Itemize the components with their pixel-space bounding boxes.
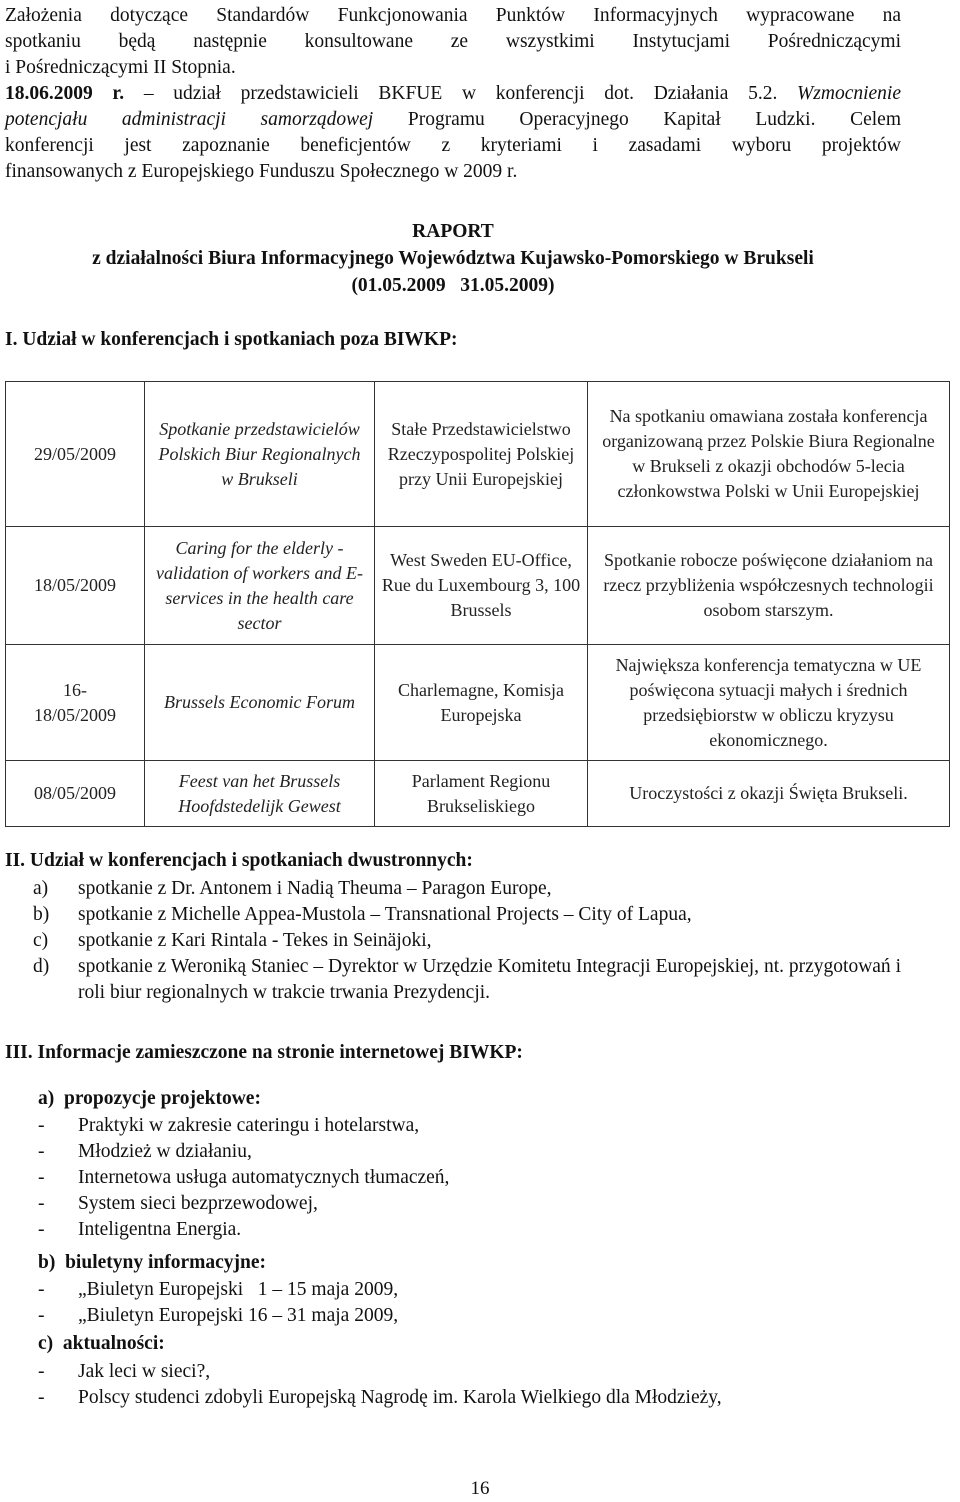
meeting-title: Caring for the elderly - validation of workers and E-services in the health care sector: [145, 527, 375, 645]
meeting-date: 18/05/2009: [6, 527, 145, 645]
report-subtitle: z działalności Biura Informacyjnego Województwa Kujawsko-Pomorskiego w Brukseli: [92, 248, 814, 269]
list-item: [33, 954, 901, 1006]
intro-text: Programu Operacyjnego Kapitał Ludzki. Celem: [373, 109, 901, 130]
subsection-a-heading: a) propozycje projektowe:: [38, 1088, 261, 1109]
list-text: „Biuletyn Europejski 1 – 15 maja 2009,: [78, 1279, 399, 1300]
report-title: RAPORT: [412, 221, 494, 242]
bullet: -: [38, 1115, 45, 1136]
intro-italic: potencjału administracji samorządowej: [5, 109, 374, 130]
list-item: [38, 1165, 898, 1191]
bullet: -: [38, 1361, 45, 1382]
bullet: -: [38, 1141, 45, 1162]
list-item: [38, 1385, 898, 1411]
list-item: [38, 1359, 898, 1385]
intro-line: [5, 107, 901, 133]
intro-text: – udział przedstawicieli BKFUE w konferencji dot. Działania 5.2.: [124, 83, 798, 104]
meeting-date: 08/05/2009: [6, 761, 145, 827]
page-number: 16: [470, 1478, 490, 1499]
meeting-date: 29/05/2009: [6, 382, 145, 527]
list-text: Praktyki w zakresie cateringu i hotelarstwa,: [78, 1115, 420, 1136]
section-2-heading: II. Udział w konferencjach i spotkaniach dwustronnych:: [5, 850, 473, 871]
subsection-b-heading: b) biuletyny informacyjne:: [38, 1252, 267, 1273]
meeting-title: Feest van het Brussels Hoofdstedelijk Gewest: [145, 761, 375, 827]
subsection-c-heading: c) aktualności:: [38, 1333, 165, 1354]
table-row: [6, 527, 950, 645]
list-text: Młodzież w działaniu,: [78, 1141, 252, 1162]
table-row: [6, 382, 950, 527]
list-label: c): [33, 930, 49, 951]
list-text: spotkanie z Kari Rintala - Tekes in Seinäjoki,: [78, 930, 432, 951]
list-item: [38, 1303, 898, 1329]
meeting-description: Największa konferencja tematyczna w UE poświęcona sytuacji małych i średnich przedsiębiorstw w obliczu kryzysu ekonomicznego.: [588, 645, 950, 761]
intro-line: Założenia dotyczące Standardów Funkcjonowania Punktów Informacyjnych wypracowane na: [5, 5, 901, 26]
intro-line: konferencji jest zapoznanie beneficjentów z kryteriami i zasadami wyboru projektów: [5, 135, 901, 156]
bullet: -: [38, 1279, 45, 1300]
meeting-title: Brussels Economic Forum: [145, 645, 375, 761]
section-1-heading: I. Udział w konferencjach i spotkaniach poza BIWKP:: [5, 329, 458, 350]
report-header: [5, 218, 901, 299]
meeting-description: Spotkanie robocze poświęcone działaniom na rzecz przybliżenia współczesnych technologii osobom starszym.: [588, 527, 950, 645]
report-period: (01.05.2009 31.05.2009): [351, 275, 555, 296]
section-3-heading: III. Informacje zamieszczone na stronie internetowej BIWKP:: [5, 1042, 523, 1063]
list-label: b): [33, 904, 50, 925]
subsection-c-list: [38, 1359, 898, 1411]
list-label: a): [33, 878, 49, 899]
list-item: [33, 876, 901, 902]
list-label: d): [33, 956, 50, 977]
intro-paragraph: [5, 3, 901, 185]
list-item: [33, 928, 901, 954]
list-item: [38, 1191, 898, 1217]
intro-line: i Pośredniczącymi II Stopnia.: [5, 57, 236, 78]
bullet: -: [38, 1193, 45, 1214]
subsection-a-list: [38, 1113, 898, 1243]
meetings-table: [5, 381, 950, 827]
subsection-b-list: [38, 1277, 898, 1329]
bullet: -: [38, 1305, 45, 1326]
list-text: spotkanie z Michelle Appea-Mustola – Transnational Projects – City of Lapua,: [78, 904, 692, 925]
intro-line: finansowanych z Europejskiego Funduszu Społecznego w 2009 r.: [5, 161, 518, 182]
list-item: [38, 1113, 898, 1139]
list-item: [38, 1139, 898, 1165]
meeting-description: Uroczystości z okazji Święta Brukseli.: [588, 761, 950, 827]
intro-line: spotkaniu będą następnie konsultowane ze wszystkimi Instytucjami Pośredniczącymi: [5, 31, 901, 52]
meeting-place: Charlemagne, Komisja Europejska: [375, 645, 588, 761]
list-item: [33, 902, 901, 928]
intro-italic: Wzmocnienie: [797, 83, 901, 104]
list-item: [38, 1277, 898, 1303]
bullet: -: [38, 1167, 45, 1188]
list-text: spotkanie z Weroniką Staniec – Dyrektor w Urzędzie Komitetu Integracji Europejskiej, nt. przygotowań i roli biur regionalnych w trakcie trwania Prezydencji.: [78, 956, 901, 1003]
bullet: -: [38, 1387, 45, 1408]
list-text: System sieci bezprzewodowej,: [78, 1193, 318, 1214]
list-item: [38, 1217, 898, 1243]
list-text: „Biuletyn Europejski 16 – 31 maja 2009,: [78, 1305, 399, 1326]
meeting-place: West Sweden EU-Office, Rue du Luxembourg 3, 100 Brussels: [375, 527, 588, 645]
meeting-place: Parlament Regionu Brukseliskiego: [375, 761, 588, 827]
meeting-description: Na spotkaniu omawiana została konferencja organizowaną przez Polskie Biura Regionalne w Brukseli z okazji obchodów 5-lecia członkowstwa Polski w Unii Europejskiej: [588, 382, 950, 527]
event-date: 18.06.2009 r.: [5, 83, 125, 104]
meeting-date: 16- 18/05/2009: [6, 645, 145, 761]
section-2-list: [33, 876, 901, 1006]
list-text: Jak leci w sieci?,: [78, 1361, 211, 1382]
list-text: spotkanie z Dr. Antonem i Nadią Theuma – Paragon Europe,: [78, 878, 552, 899]
meeting-place: Stałe Przedstawicielstwo Rzeczypospolitej Polskiej przy Unii Europejskiej: [375, 382, 588, 527]
table-row: [6, 761, 950, 827]
intro-line-dated: [5, 81, 901, 107]
list-text: Inteligentna Energia.: [78, 1219, 242, 1240]
meeting-title: Spotkanie przedstawicielów Polskich Biur Regionalnych w Brukseli: [145, 382, 375, 527]
bullet: -: [38, 1219, 45, 1240]
list-text: Internetowa usługa automatycznych tłumaczeń,: [78, 1167, 450, 1188]
table-row: [6, 645, 950, 761]
list-text: Polscy studenci zdobyli Europejską Nagrodę im. Karola Wielkiego dla Młodzieży,: [78, 1387, 722, 1408]
